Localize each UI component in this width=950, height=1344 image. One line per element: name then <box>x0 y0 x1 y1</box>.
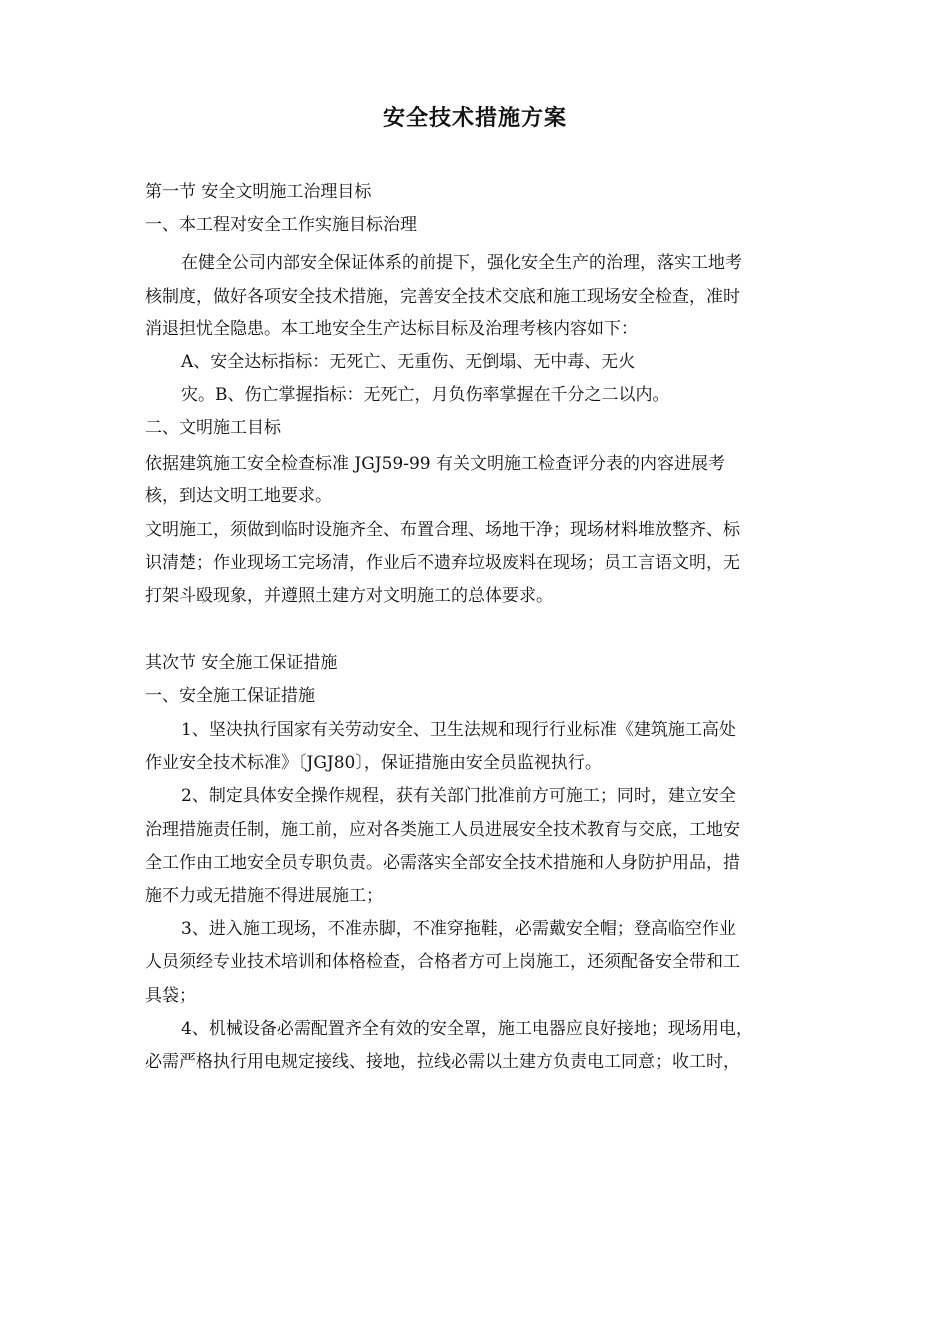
paragraph-line: 核，到达文明工地要求。 <box>145 486 332 506</box>
paragraph-line: 核制度，做好各项安全技术措施，完善安全技术交底和施工现场安全检查，准时 <box>145 287 740 307</box>
paragraph-line: 治理措施责任制，施工前，应对各类施工人员进展安全技术教育与交底，工地安 <box>145 820 740 840</box>
paragraph-line: 识清楚；作业现场工完场清，作业后不遗弃垃圾废料在现场；员工言语文明，无 <box>145 553 740 573</box>
paragraph-line: 4、机械设备必需配置齐全有效的安全罩，施工电器应良好接地；现场用电， <box>181 1019 753 1039</box>
section-heading: 第一节 安全文明施工治理目标 <box>145 182 372 202</box>
document-title: 安全技术措施方案 <box>382 105 567 131</box>
paragraph-line: 文明施工，须做到临时设施齐全、布置合理、场地干净；现场材料堆放整齐、标 <box>145 520 740 540</box>
paragraph-line: 打架斗殴现象，并遵照土建方对文明施工的总体要求。 <box>145 586 553 606</box>
subsection-heading: 一、本工程对安全工作实施目标治理 <box>145 215 417 235</box>
paragraph-line: 3、进入施工现场，不准赤脚，不准穿拖鞋，必需戴安全帽；登高临空作业 <box>181 919 736 939</box>
paragraph-line: 人员须经专业技术培训和体格检查，合格者方可上岗施工，还须配备安全带和工 <box>145 952 740 972</box>
subsection-heading: 一、安全施工保证措施 <box>145 686 315 706</box>
paragraph-line: 依据建筑施工安全检查标准 JGJ59-99 有关文明施工检查评分表的内容进展考 <box>145 454 726 474</box>
subsection-heading: 二、文明施工目标 <box>145 418 281 438</box>
paragraph-line: 作业安全技术标准》〔JGJ80〕，保证措施由安全员监视执行。 <box>145 753 602 773</box>
paragraph-line: 具袋； <box>145 986 196 1006</box>
paragraph-line: 施不力或无措施不得进展施工； <box>145 886 383 906</box>
section-heading: 其次节 安全施工保证措施 <box>145 653 338 673</box>
paragraph-line: 1、坚决执行国家有关劳动安全、卫生法规和现行行业标准《建筑施工高处 <box>181 720 736 740</box>
paragraph-line: 在健全公司内部安全保证体系的前提下，强化安全生产的治理，落实工地考 <box>181 253 742 273</box>
paragraph-line: 必需严格执行用电规定接线、接地，拉线必需以土建方负责电工同意；收工时， <box>145 1052 740 1072</box>
paragraph-line: 2、制定具体安全操作规程，获有关部门批准前方可施工；同时，建立安全 <box>181 786 736 806</box>
paragraph-line: 灾。B、伤亡掌握指标：无死亡，月负伤率掌握在千分之二以内。 <box>181 385 670 405</box>
paragraph-line: 全工作由工地安全员专职负责。必需落实全部安全技术措施和人身防护用品，措 <box>145 853 740 873</box>
paragraph-line: 消退担忧全隐患。本工地安全生产达标目标及治理考核内容如下： <box>145 319 638 339</box>
paragraph-line: A、安全达标指标：无死亡、无重伤、无倒塌、无中毒、无火 <box>181 352 636 372</box>
